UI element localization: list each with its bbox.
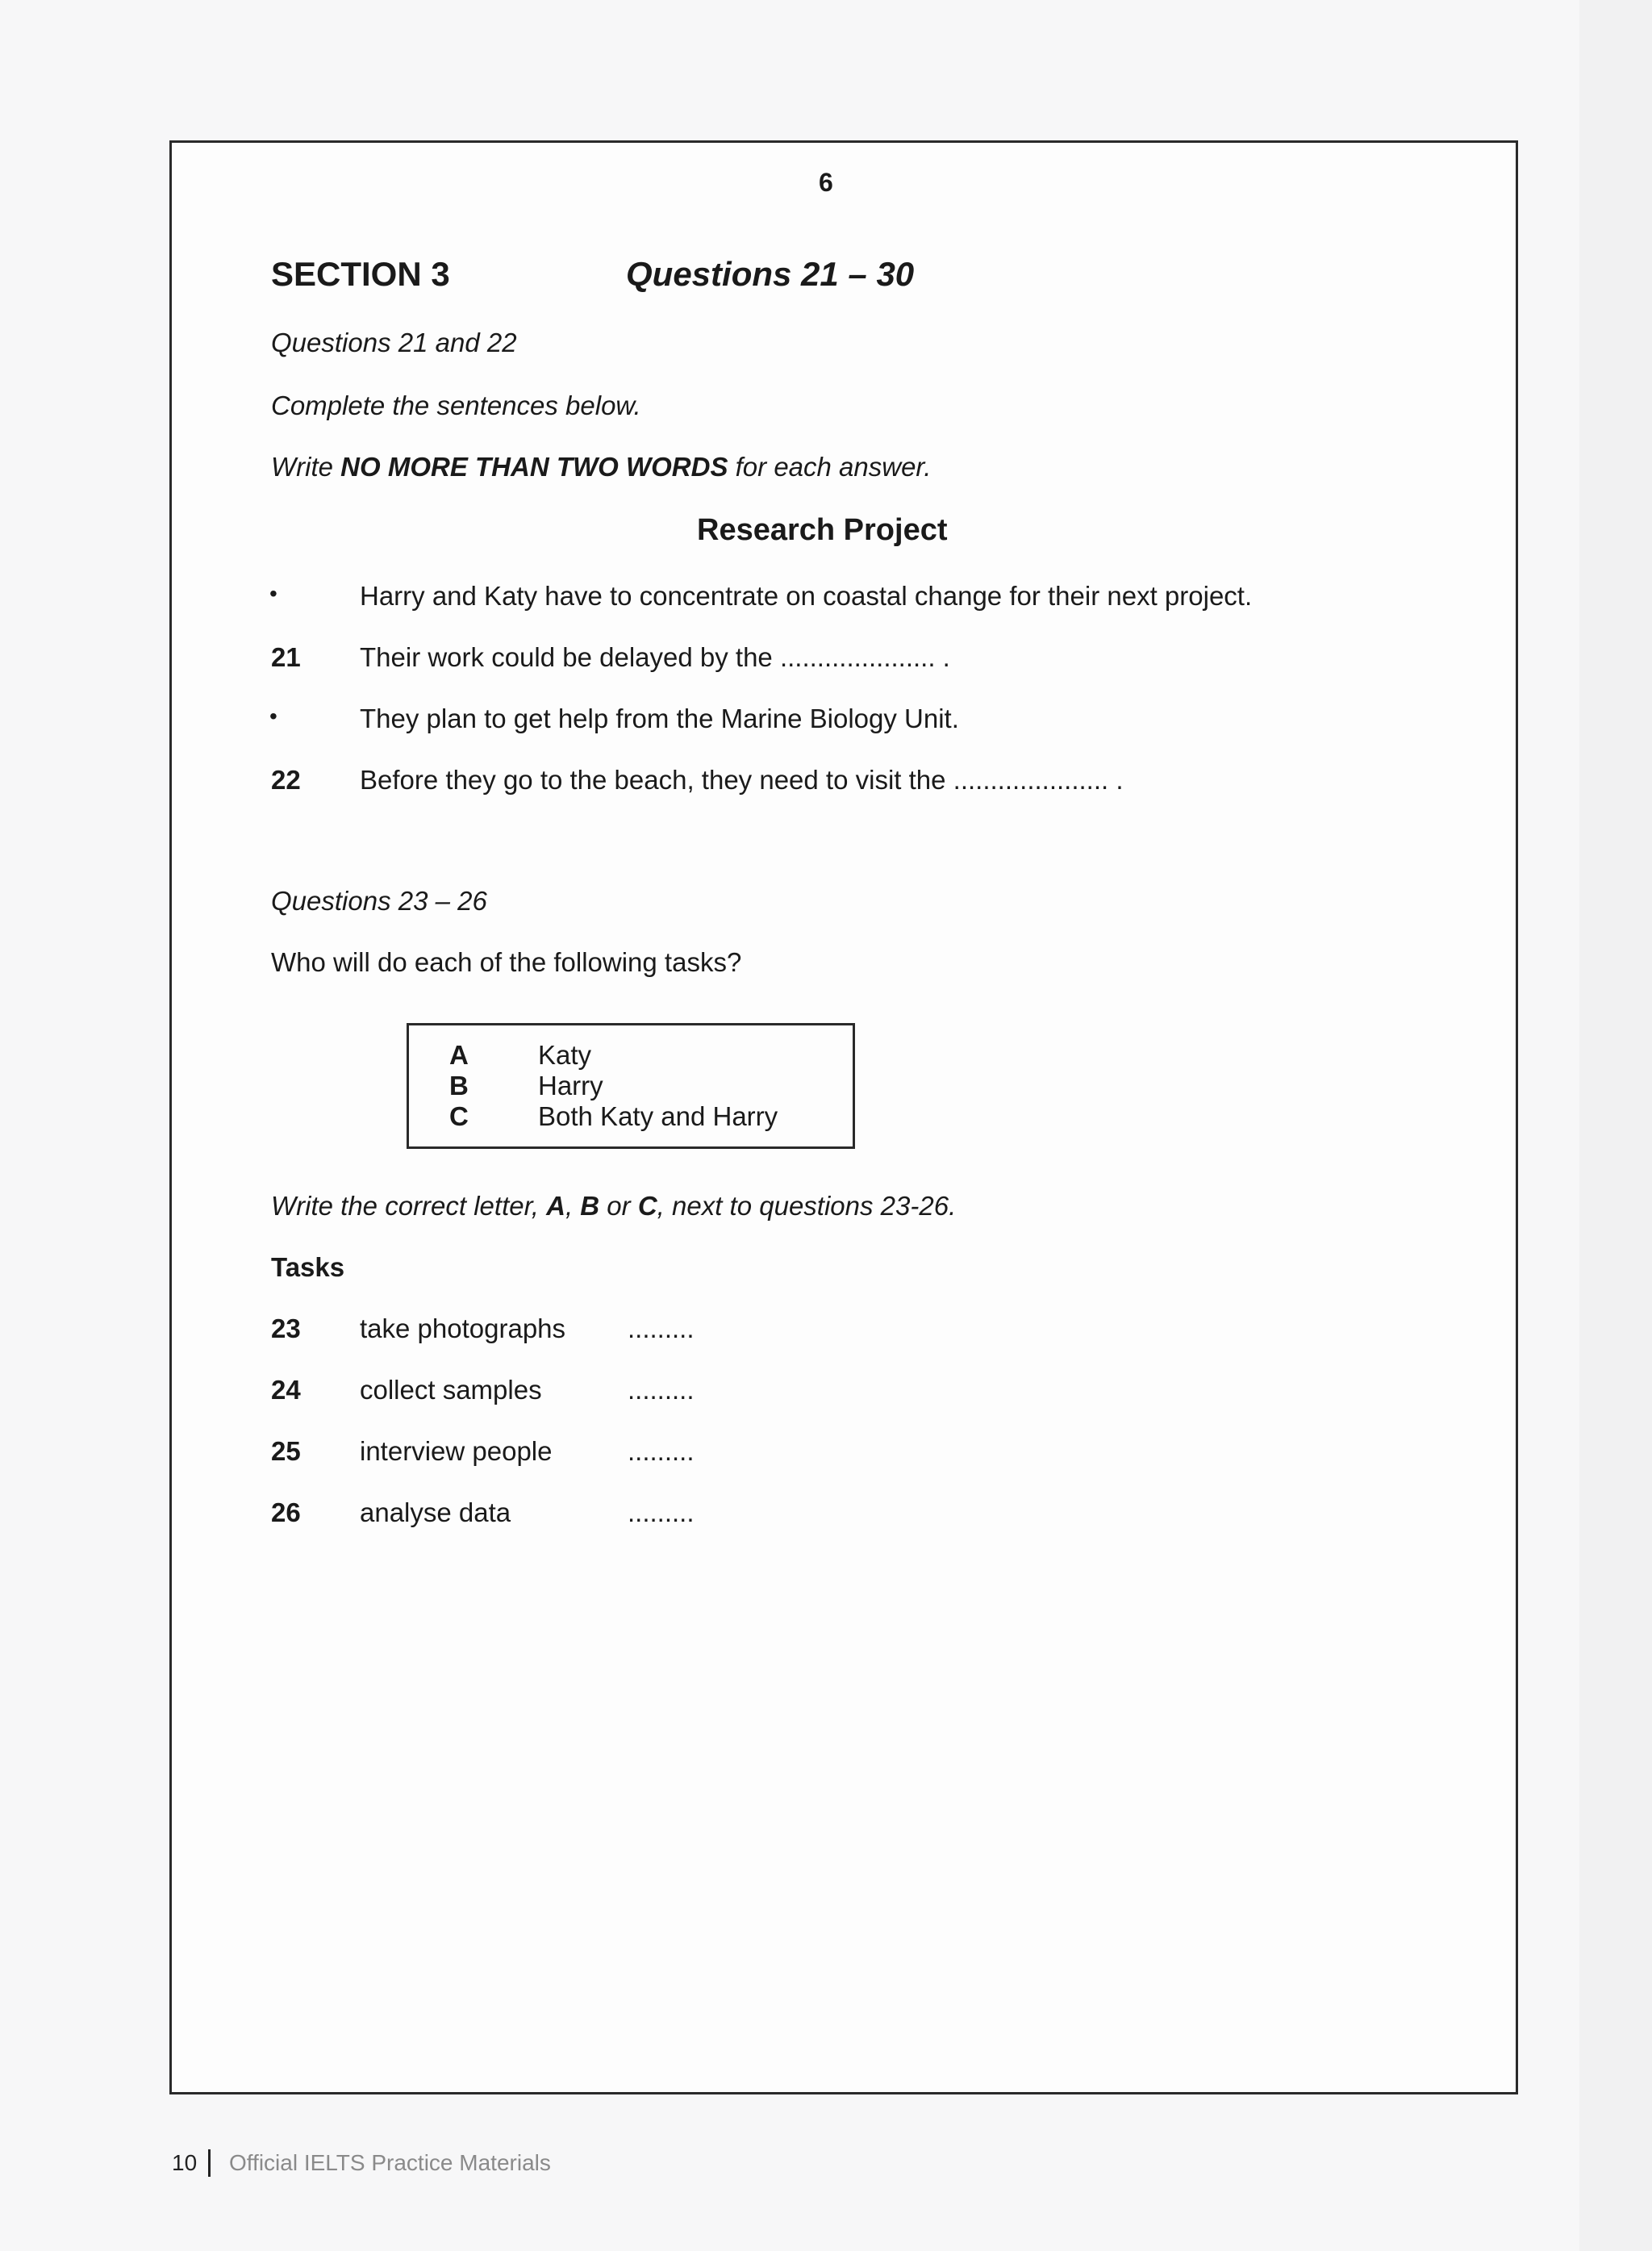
option-row bbox=[409, 1040, 853, 1072]
part1-word-limit bbox=[271, 452, 931, 482]
bullet-marker: • bbox=[269, 704, 277, 729]
page-number: 6 bbox=[819, 168, 833, 197]
option-text: Katy bbox=[538, 1040, 592, 1070]
option-row bbox=[409, 1101, 853, 1134]
answer-blank[interactable]: ......... bbox=[628, 1436, 695, 1466]
instr-letter-b: B bbox=[580, 1191, 600, 1221]
option-text: Harry bbox=[538, 1071, 603, 1100]
task-text: analyse data bbox=[360, 1497, 511, 1527]
word-limit-bold: NO MORE THAN TWO WORDS bbox=[340, 452, 728, 482]
task-number: 25 bbox=[271, 1436, 301, 1466]
footer-divider bbox=[208, 2149, 211, 2177]
task-text: collect samples bbox=[360, 1375, 542, 1405]
question-number: 22 bbox=[271, 765, 301, 795]
sentence-item: Before they go to the beach, they need to visit the ..................... . bbox=[360, 765, 1124, 795]
instr-letter-a: A bbox=[546, 1191, 565, 1221]
option-text: Both Katy and Harry bbox=[538, 1101, 778, 1131]
part1-instruction: Complete the sentences below. bbox=[271, 390, 641, 420]
instr-or: or bbox=[599, 1191, 638, 1221]
question-number: 21 bbox=[271, 642, 301, 672]
bullet-marker: • bbox=[269, 581, 277, 606]
instr-pre: Write the correct letter, bbox=[271, 1191, 547, 1221]
options-box bbox=[407, 1023, 855, 1149]
option-letter: B bbox=[449, 1071, 469, 1100]
page-edge bbox=[1579, 0, 1652, 2251]
task-number: 24 bbox=[271, 1375, 301, 1405]
word-limit-pre: Write bbox=[271, 452, 341, 482]
option-letter: C bbox=[449, 1101, 469, 1131]
sentence-item: They plan to get help from the Marine Biology Unit. bbox=[360, 704, 959, 733]
answer-blank[interactable]: ......... bbox=[628, 1313, 695, 1343]
part1-heading: Questions 21 and 22 bbox=[271, 328, 517, 357]
option-row bbox=[409, 1071, 853, 1103]
section-question-range: Questions 21 – 30 bbox=[626, 255, 915, 293]
research-project-title: Research Project bbox=[697, 513, 948, 547]
instr-letter-c: C bbox=[637, 1191, 657, 1221]
footer-title: Official IELTS Practice Materials bbox=[229, 2150, 551, 2175]
part2-instruction bbox=[271, 1191, 956, 1222]
task-number: 23 bbox=[271, 1313, 301, 1343]
sentence-item: Their work could be delayed by the ..................... . bbox=[360, 642, 950, 672]
option-letter: A bbox=[449, 1040, 469, 1070]
instr-post: , next to questions 23-26. bbox=[657, 1191, 957, 1221]
part2-heading: Questions 23 – 26 bbox=[271, 886, 487, 916]
tasks-label: Tasks bbox=[271, 1252, 345, 1282]
part2-question: Who will do each of the following tasks? bbox=[271, 947, 742, 977]
section-title: SECTION 3 bbox=[271, 255, 450, 293]
task-text: interview people bbox=[360, 1436, 553, 1466]
task-text: take photographs bbox=[360, 1313, 566, 1343]
word-limit-post: for each answer. bbox=[728, 452, 932, 482]
footer-page-number: 10 bbox=[172, 2150, 198, 2175]
answer-blank[interactable]: ......... bbox=[628, 1497, 695, 1527]
instr-sep: , bbox=[565, 1191, 581, 1221]
sentence-item: Harry and Katy have to concentrate on coastal change for their next project. bbox=[360, 581, 1253, 611]
task-number: 26 bbox=[271, 1497, 301, 1527]
answer-blank[interactable]: ......... bbox=[628, 1375, 695, 1405]
